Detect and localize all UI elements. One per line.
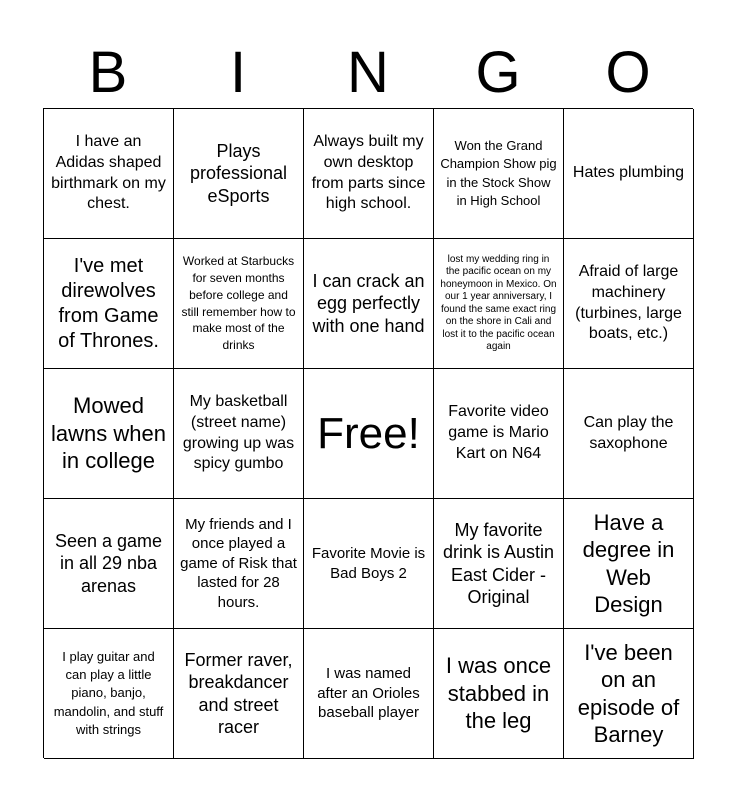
cell-text: My basketball (street name) growing up was spicy gumbo [182, 392, 295, 473]
bingo-cell[interactable] [564, 369, 694, 499]
bingo-cell[interactable] [564, 629, 694, 759]
cell-text: lost my wedding ring in the pacific ocean on my honeymoon in Mexico. On our 1 year anniversary, I found the same exact ring on the shore in Cali and lost it to the pacific ocean again [440, 253, 557, 352]
cell-text: Favorite Movie is Bad Boys 2 [311, 545, 426, 582]
bingo-cell[interactable] [434, 499, 564, 629]
bingo-cell[interactable] [564, 109, 694, 239]
bingo-cell[interactable] [564, 499, 694, 629]
cell-text: I have an Adidas shaped birthmark on my chest. [51, 132, 166, 213]
cell-text: Former raver, breakdancer and street racer [184, 649, 293, 737]
bingo-cell[interactable] [44, 109, 174, 239]
bingo-cell[interactable] [434, 239, 564, 369]
bingo-cell[interactable] [174, 499, 304, 629]
cell-text: Plays professional eSports [189, 140, 288, 206]
bingo-cell[interactable] [44, 629, 174, 759]
cell-text: I was named after an Orioles baseball player [317, 665, 420, 722]
cell-text: My favorite drink is Austin East Cider - Original [442, 519, 555, 607]
bingo-cell[interactable] [44, 499, 174, 629]
cell-text: Always built my own desktop from parts since high school. [311, 132, 426, 213]
cell-text: Won the Grand Champion Show pig in the Stock Show in High School [440, 138, 557, 208]
header-letter-g: G [475, 40, 521, 105]
bingo-cell[interactable] [304, 109, 434, 239]
cell-text: Worked at Starbucks for seven months before college and still remember how to make most of the drinks [181, 254, 296, 353]
cell-text: I can crack an egg perfectly with one hand [312, 270, 425, 336]
bingo-cell[interactable] [304, 499, 434, 629]
bingo-cell[interactable] [174, 239, 304, 369]
bingo-cell[interactable] [564, 239, 694, 369]
bingo-cell[interactable] [44, 369, 174, 499]
cell-text: I play guitar and can play a little piano, banjo, mandolin, and stuff with strings [53, 649, 164, 737]
header-letter-b: B [88, 40, 128, 105]
cell-text: I've met direwolves from Game of Thrones. [58, 254, 159, 352]
cell-text: Can play the saxophone [583, 413, 674, 452]
cell-text: Hates plumbing [572, 164, 685, 182]
cell-text: Afraid of large machinery (turbines, large boats, etc.) [575, 262, 682, 343]
cell-text: Mowed lawns when in college [51, 393, 166, 474]
cell-text: I've been on an episode of Barney [577, 639, 680, 747]
bingo-cell[interactable] [174, 109, 304, 239]
cell-text: Seen a game in all 29 nba arenas [54, 530, 163, 596]
cell-text: My friends and I once played a game of Risk that lasted for 28 hours. [180, 515, 297, 611]
bingo-cell[interactable] [304, 239, 434, 369]
bingo-cell[interactable] [174, 369, 304, 499]
bingo-cell[interactable] [174, 629, 304, 759]
header-letter-i: I [229, 40, 247, 105]
bingo-cell[interactable] [304, 629, 434, 759]
free-space-cell[interactable] [304, 369, 434, 499]
bingo-cell[interactable] [434, 369, 564, 499]
cell-text: Have a degree in Web Design [582, 509, 675, 617]
bingo-grid [43, 108, 693, 758]
cell-text: I was once stabbed in the leg [445, 653, 552, 734]
bingo-cell[interactable] [434, 629, 564, 759]
header-letter-n: N [347, 40, 389, 105]
header-letter-o: O [605, 40, 651, 105]
bingo-cell[interactable] [434, 109, 564, 239]
bingo-header [43, 38, 693, 108]
free-space-label: Free! [317, 408, 420, 458]
bingo-cell[interactable] [44, 239, 174, 369]
cell-text: Favorite video game is Mario Kart on N64 [448, 403, 549, 462]
